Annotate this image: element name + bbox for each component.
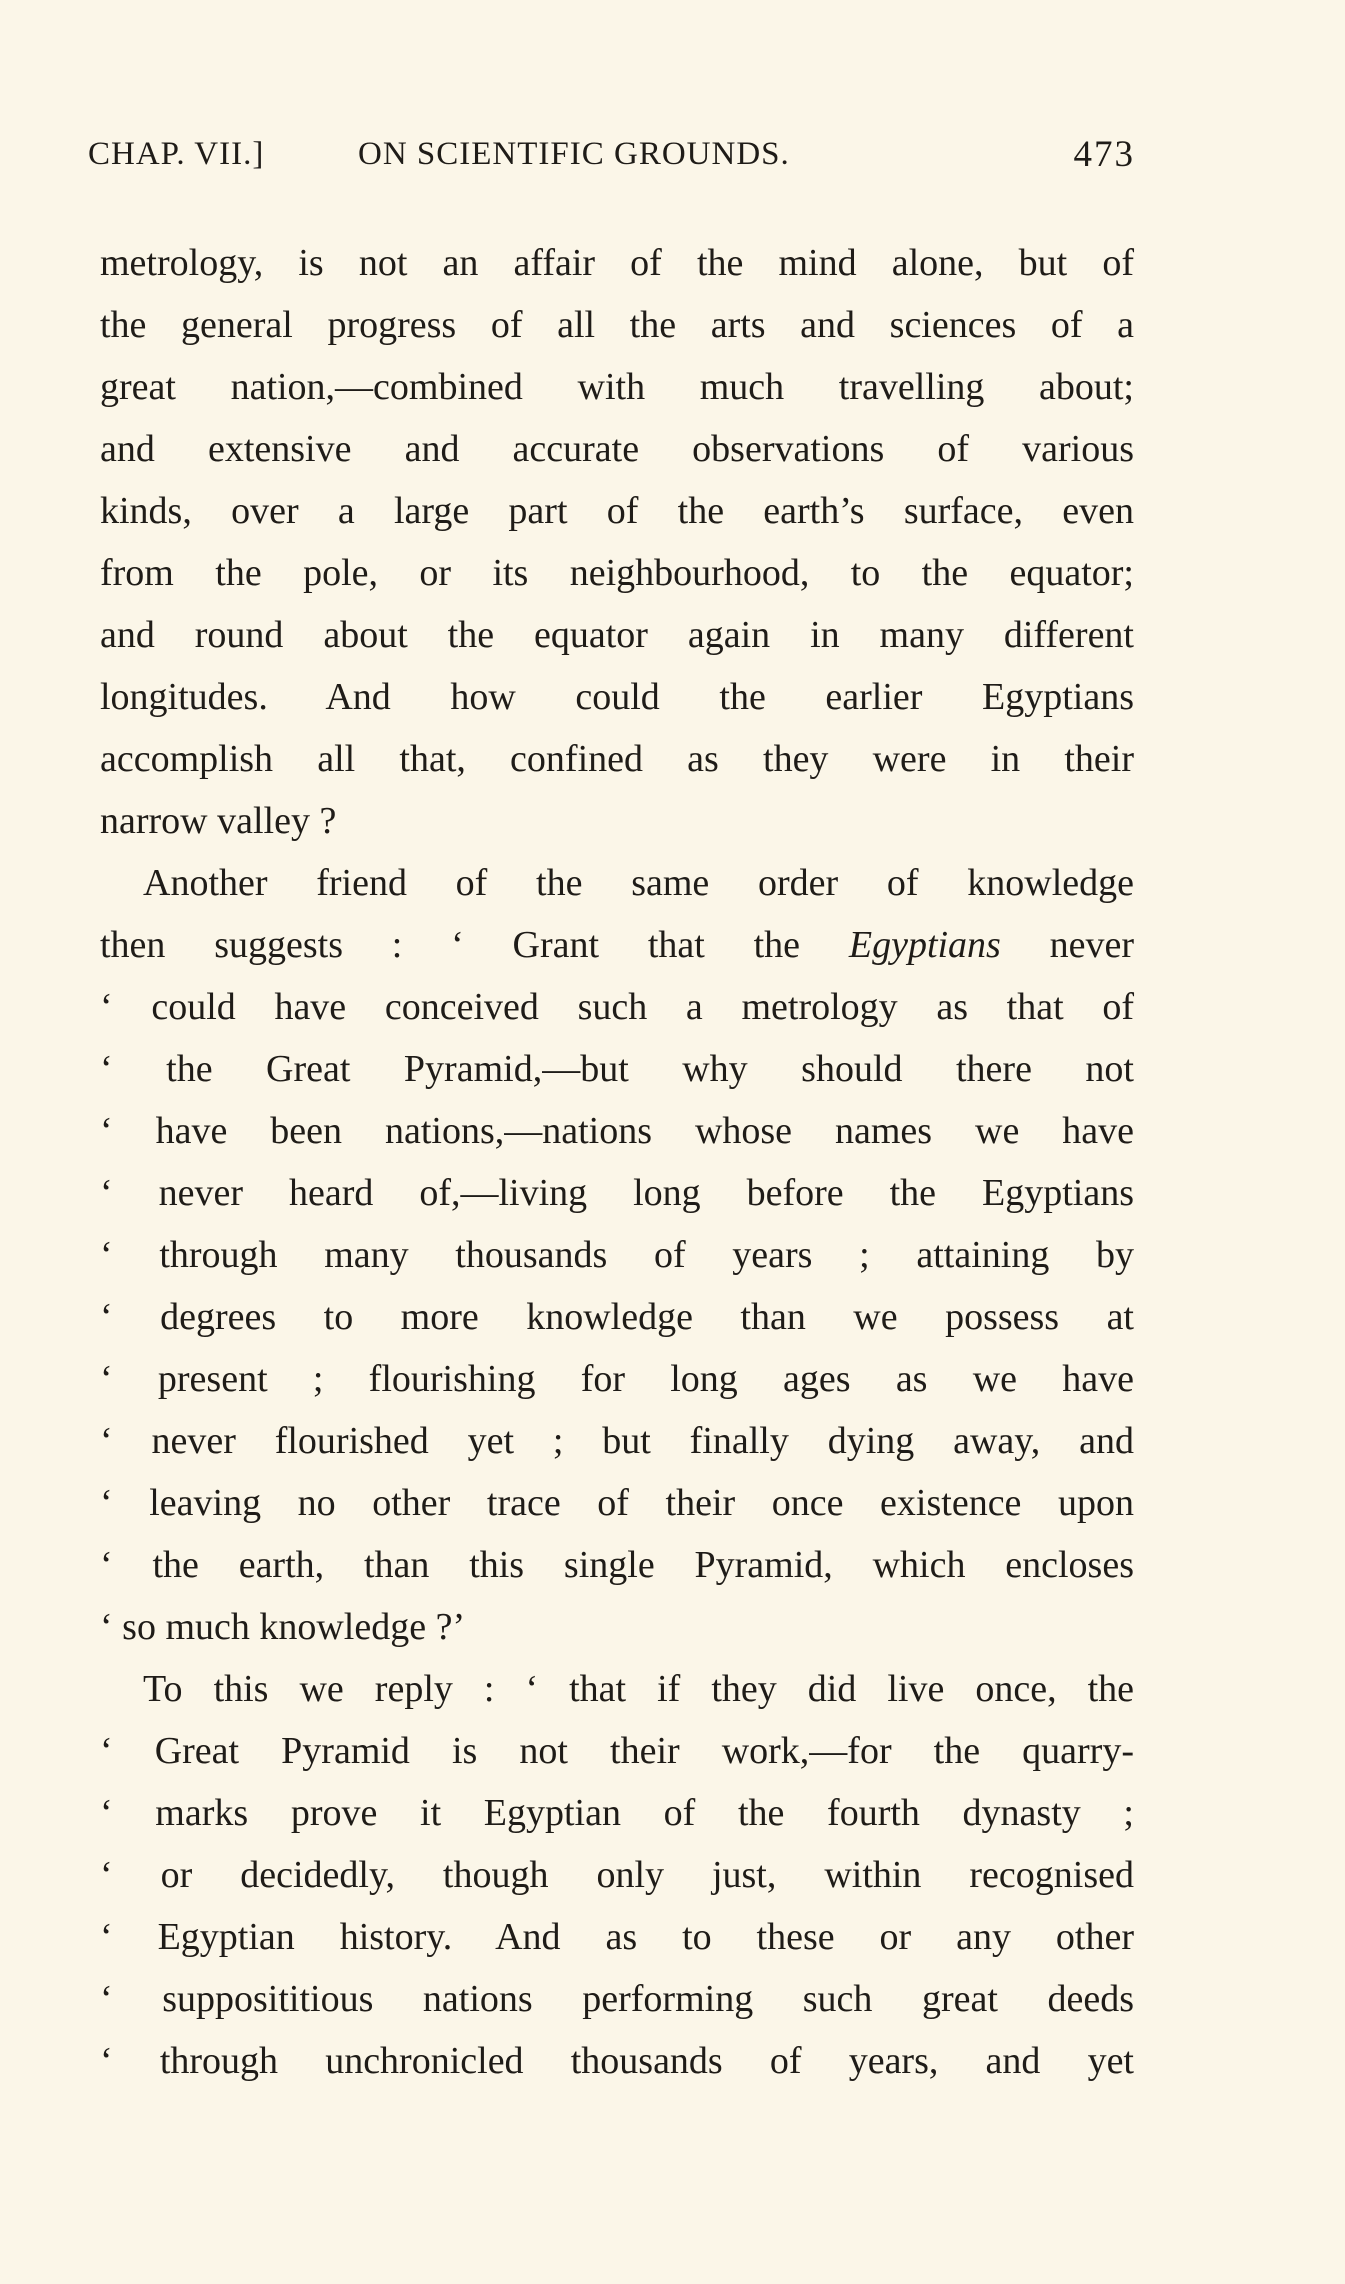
text-line: the general progress of all the arts and sciences of a — [100, 304, 1134, 346]
text-line-with-italic — [100, 914, 1134, 976]
text-line: ‘ Great Pyramid is not their work,—for the quarry- — [100, 1730, 1134, 1772]
running-title: ON SCIENTIFIC GROUNDS. — [358, 136, 790, 172]
text-line: ‘ degrees to more knowledge than we possess at — [100, 1296, 1134, 1338]
text-line: ‘ through many thousands of years ; attaining by — [100, 1234, 1134, 1276]
text-line: kinds, over a large part of the earth’s surface, even — [100, 490, 1134, 532]
text-line: ‘ marks prove it Egyptian of the fourth dynasty ; — [100, 1792, 1134, 1834]
text-line: and extensive and accurate observations of various — [100, 428, 1134, 470]
text-line: ‘ the Great Pyramid,—but why should there not — [100, 1048, 1134, 1090]
text-line: ‘ have been nations,—nations whose names we have — [100, 1110, 1134, 1152]
text-segment: then suggests : ‘ Grant that the — [100, 924, 801, 966]
body-text — [100, 232, 1134, 2092]
text-line: ‘ the earth, than this single Pyramid, which encloses — [100, 1544, 1134, 1586]
text-line: Another friend of the same order of knowledge — [143, 862, 1134, 904]
text-line: ‘ present ; flourishing for long ages as we have — [100, 1358, 1134, 1400]
text-line: ‘ Egyptian history. And as to these or any other — [100, 1916, 1134, 1958]
text-line: ‘ never heard of,—living long before the Egyptians — [100, 1172, 1134, 1214]
text-line: ‘ never flourished yet ; but finally dying away, and — [100, 1420, 1134, 1462]
text-line: ‘ so much knowledge ?’ — [100, 1606, 466, 1648]
text-segment: never — [1049, 924, 1135, 966]
text-line: from the pole, or its neighbourhood, to the equator; — [100, 552, 1134, 594]
italic-word: Egyptians — [848, 924, 1001, 966]
page-number: 473 — [1073, 134, 1135, 175]
text-line: ‘ leaving no other trace of their once existence upon — [100, 1482, 1134, 1524]
text-line: ‘ through unchronicled thousands of years, and yet — [100, 2040, 1134, 2082]
text-line: ‘ supposititious nations performing such great deeds — [100, 1978, 1134, 2020]
text-line: metrology, is not an affair of the mind alone, but of — [100, 242, 1134, 284]
text-line: ‘ or decidedly, though only just, within recognised — [100, 1854, 1134, 1896]
text-line: longitudes. And how could the earlier Egyptians — [100, 676, 1134, 718]
chapter-label: CHAP. VII.] — [88, 136, 265, 172]
text-line: accomplish all that, confined as they were in their — [100, 738, 1134, 780]
text-line: and round about the equator again in many different — [100, 614, 1134, 656]
text-line: To this we reply : ‘ that if they did live once, the — [143, 1668, 1134, 1710]
text-line: ‘ could have conceived such a metrology as that of — [100, 986, 1134, 1028]
text-line: narrow valley ? — [100, 800, 337, 842]
text-line: great nation,—combined with much travelling about; — [100, 366, 1134, 408]
running-head — [88, 136, 1135, 186]
